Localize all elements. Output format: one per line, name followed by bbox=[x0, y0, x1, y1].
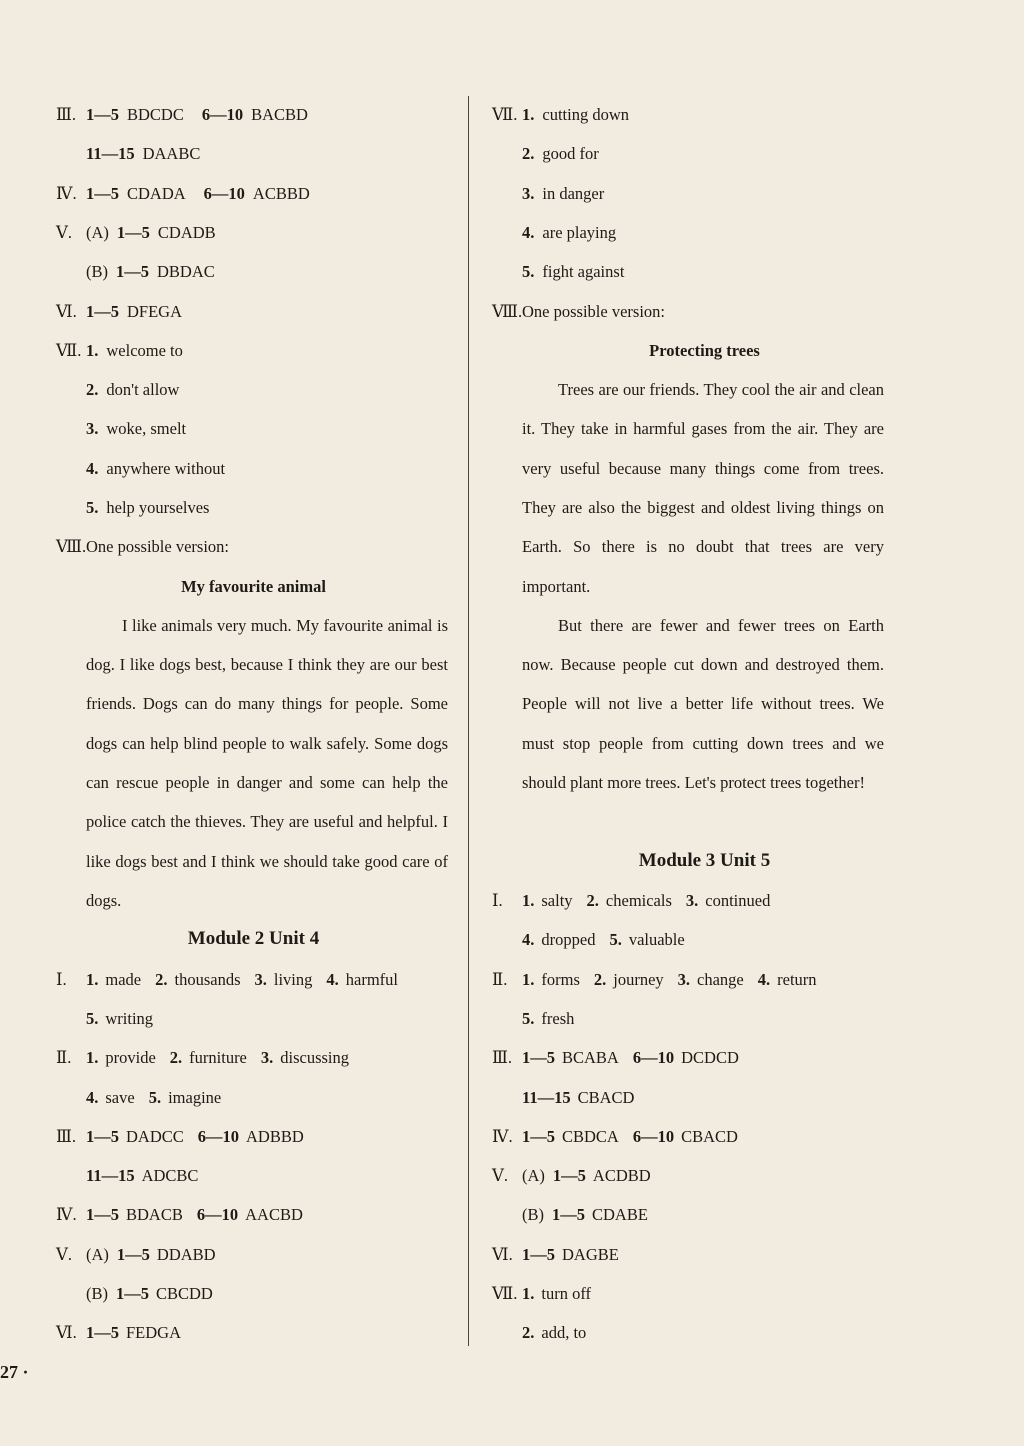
answer-text: chemicals bbox=[605, 891, 672, 910]
item-number: 11—15 bbox=[522, 1087, 571, 1107]
item-number: 2. bbox=[586, 891, 599, 910]
item-number: 4. bbox=[522, 930, 535, 950]
answer-line bbox=[492, 1165, 651, 1187]
answer-text: AACBD bbox=[245, 1205, 303, 1225]
item-number: 3. bbox=[685, 891, 699, 910]
roman-numeral: Ⅵ. bbox=[56, 1323, 77, 1343]
answer-line bbox=[56, 183, 310, 205]
answer-text: in danger bbox=[542, 183, 605, 203]
item-number: 2. bbox=[86, 380, 99, 400]
answer-text: DAABC bbox=[142, 144, 201, 164]
item-number: 2. bbox=[522, 144, 535, 164]
item-number: 1—5 bbox=[522, 1126, 555, 1146]
answer-text: fight against bbox=[542, 262, 625, 282]
answer-text: provide bbox=[105, 1048, 156, 1068]
answer-line bbox=[56, 1204, 303, 1226]
part-label: (B) bbox=[86, 262, 108, 282]
answer-text: valuable bbox=[628, 930, 685, 950]
answer-text: CBCDD bbox=[156, 1284, 213, 1303]
answer-text: cutting down bbox=[542, 105, 629, 124]
item-number: 4. bbox=[86, 458, 99, 478]
item-number: 11—15 bbox=[86, 144, 135, 164]
answer-text: fresh bbox=[541, 1008, 575, 1028]
answer-line bbox=[492, 929, 685, 951]
answer-line bbox=[56, 1283, 213, 1305]
answer-line bbox=[492, 1244, 619, 1266]
answer-line bbox=[492, 969, 817, 991]
answer-line bbox=[492, 104, 629, 126]
roman-numeral: Ⅳ. bbox=[56, 1205, 77, 1225]
essay-title: My favourite animal bbox=[181, 576, 326, 596]
answer-text: salty bbox=[541, 891, 573, 910]
item-number: 6—10 bbox=[632, 1048, 675, 1068]
answer-text: DCDCD bbox=[681, 1048, 739, 1068]
answer-line bbox=[492, 890, 770, 912]
answer-text: DBDAC bbox=[157, 262, 215, 282]
item-number: 1. bbox=[86, 969, 99, 989]
item-number: 1. bbox=[522, 105, 535, 124]
answer-text: writing bbox=[105, 1008, 154, 1028]
roman-numeral: Ⅳ. bbox=[492, 1126, 513, 1146]
answer-line bbox=[56, 497, 209, 519]
essay-body: I like animals very much. My favourite animal is dog. I like dogs best, because I think they are our best friends. Dogs can do many things for people. Some dogs can help blind people to walk safely. Some dogs can rescue people in danger and some can help the police catch the thieves. They are useful and helpful. I like dogs best and I think we should take good care of dogs. bbox=[86, 615, 448, 910]
roman-numeral: Ⅴ. bbox=[56, 1244, 73, 1264]
answer-text: BACBD bbox=[251, 105, 308, 124]
part-label: (A) bbox=[86, 222, 109, 242]
item-number: 1—5 bbox=[86, 301, 119, 321]
essay-paragraph-1: Trees are our friends. They cool the air and clean it. They take in harmful gases from the air. They are very useful because many things come from trees. They are also the biggest and oldest living things on Earth. So there is no doubt that trees are very important. bbox=[522, 380, 884, 596]
part-label: (B) bbox=[86, 1284, 108, 1303]
answer-line bbox=[56, 458, 225, 480]
roman-numeral: Ⅵ. bbox=[492, 1244, 513, 1264]
answer-text: imagine bbox=[168, 1087, 222, 1107]
item-number: 6—10 bbox=[203, 183, 245, 203]
item-number: 1—5 bbox=[86, 1323, 119, 1343]
item-number: 1. bbox=[522, 969, 535, 989]
answer-text: BDCDC bbox=[127, 105, 184, 124]
answer-line bbox=[56, 261, 215, 283]
answer-text: DFEGA bbox=[127, 301, 183, 321]
answer-line bbox=[56, 969, 398, 991]
answer-line bbox=[492, 1283, 591, 1305]
roman-numeral: Ⅰ. bbox=[492, 891, 503, 910]
item-number: 1—5 bbox=[116, 1244, 150, 1264]
roman-numeral: Ⅲ. bbox=[56, 1126, 77, 1146]
item-number: 3. bbox=[254, 969, 267, 989]
part-label: (A) bbox=[522, 1166, 545, 1186]
answer-line bbox=[56, 1087, 221, 1109]
answer-line bbox=[492, 1204, 648, 1226]
module-heading: Module 2 Unit 4 bbox=[187, 928, 320, 950]
answer-text: are playing bbox=[542, 222, 617, 242]
roman-numeral: Ⅰ. bbox=[56, 969, 67, 989]
answer-line bbox=[56, 1126, 304, 1148]
answer-text: FEDGA bbox=[126, 1323, 182, 1343]
item-number: 2. bbox=[593, 969, 607, 989]
answer-line bbox=[492, 1008, 574, 1030]
item-number: 1—5 bbox=[86, 1205, 119, 1225]
item-number: 6—10 bbox=[196, 1205, 239, 1225]
item-number: 1—5 bbox=[552, 1205, 585, 1225]
answer-text: discussing bbox=[280, 1048, 350, 1068]
answer-text: good for bbox=[542, 144, 599, 164]
part-label: (B) bbox=[522, 1205, 544, 1225]
answer-line bbox=[56, 1165, 198, 1187]
answer-line bbox=[492, 143, 599, 165]
answer-text: save bbox=[105, 1087, 135, 1107]
answer-text: BCABA bbox=[562, 1048, 619, 1068]
answer-text: ACDBD bbox=[592, 1166, 651, 1186]
answer-line bbox=[492, 1322, 586, 1344]
item-number: 1. bbox=[522, 891, 535, 910]
item-number: 2. bbox=[522, 1323, 535, 1343]
essay-title: Protecting trees bbox=[649, 340, 760, 360]
part-label: (A) bbox=[86, 1244, 109, 1264]
answer-line bbox=[56, 379, 179, 401]
answer-text: welcome to bbox=[106, 340, 183, 360]
answer-line bbox=[492, 261, 624, 283]
item-number: 1—5 bbox=[86, 183, 119, 203]
answer-line bbox=[492, 1087, 634, 1109]
answer-text: change bbox=[697, 969, 744, 989]
essay-paragraph-2: But there are fewer and fewer trees on Earth now. Because people cut down and destroyed them. People will not live a better life without trees. We must stop people from cutting down trees and we should plant more trees. Let's protect trees together! bbox=[522, 615, 884, 793]
item-number: 5. bbox=[522, 262, 535, 282]
answer-text: woke, smelt bbox=[106, 419, 187, 439]
item-number: 5. bbox=[148, 1087, 162, 1107]
answer-line bbox=[56, 301, 182, 323]
item-number: 6—10 bbox=[201, 105, 244, 124]
item-number: 5. bbox=[522, 1008, 535, 1028]
item-number: 4. bbox=[757, 969, 771, 989]
roman-numeral: Ⅴ. bbox=[492, 1166, 509, 1186]
answer-text: ADBBD bbox=[246, 1126, 304, 1146]
answer-line bbox=[56, 104, 308, 126]
answer-text: thousands bbox=[174, 969, 241, 989]
roman-numeral: Ⅶ. bbox=[492, 105, 518, 124]
item-number: 1—5 bbox=[552, 1166, 586, 1186]
answer-line bbox=[56, 1244, 216, 1266]
item-number: 5. bbox=[86, 498, 99, 517]
item-number: 5. bbox=[609, 930, 622, 950]
item-number: 1. bbox=[86, 1048, 99, 1068]
answer-line bbox=[56, 340, 183, 362]
item-number: 1—5 bbox=[522, 1048, 555, 1068]
item-number: 1—5 bbox=[86, 1126, 119, 1146]
answer-text: ACBBD bbox=[252, 183, 310, 203]
item-number: 3. bbox=[86, 419, 99, 439]
answer-text: CBACD bbox=[681, 1126, 738, 1146]
roman-numeral: Ⅶ. bbox=[56, 340, 82, 360]
answer-line bbox=[56, 1008, 153, 1030]
answer-text: forms bbox=[541, 969, 580, 989]
answer-text: turn off bbox=[541, 1284, 592, 1303]
answer-line bbox=[56, 143, 200, 165]
item-number: 5. bbox=[86, 1008, 99, 1028]
answer-text: CBACD bbox=[577, 1087, 635, 1107]
item-number: 3. bbox=[522, 183, 535, 203]
roman-numeral: Ⅴ. bbox=[56, 222, 73, 242]
column-divider bbox=[468, 96, 469, 1346]
answer-line bbox=[492, 1126, 738, 1148]
answer-line bbox=[492, 1047, 739, 1069]
item-number: 4. bbox=[326, 969, 339, 989]
answer-text: don't allow bbox=[106, 380, 180, 400]
answer-text: CDADB bbox=[157, 222, 216, 242]
answer-text: made bbox=[105, 969, 142, 989]
answer-text: continued bbox=[705, 891, 771, 910]
roman-numeral: Ⅷ. bbox=[56, 537, 87, 557]
item-number: 1—5 bbox=[116, 262, 149, 282]
roman-numeral: Ⅱ. bbox=[56, 1048, 72, 1068]
answer-line bbox=[492, 222, 616, 244]
item-number: 1—5 bbox=[522, 1244, 555, 1264]
item-number: 3. bbox=[260, 1048, 274, 1068]
answer-text: One possible version: bbox=[86, 537, 229, 557]
item-number: 1—5 bbox=[86, 105, 119, 124]
roman-numeral: Ⅳ. bbox=[56, 183, 77, 203]
answer-text: BDACB bbox=[126, 1205, 183, 1225]
answer-text: DAGBE bbox=[562, 1244, 619, 1264]
roman-numeral: Ⅲ. bbox=[492, 1048, 513, 1068]
answer-text: add, to bbox=[541, 1323, 587, 1343]
item-number: 6—10 bbox=[197, 1126, 240, 1146]
answer-text: dropped bbox=[541, 930, 596, 950]
item-number: 4. bbox=[86, 1087, 99, 1107]
roman-numeral: Ⅲ. bbox=[56, 105, 77, 124]
page-number: 27 · bbox=[0, 1362, 29, 1382]
item-number: 1. bbox=[86, 340, 99, 360]
roman-numeral: Ⅶ. bbox=[492, 1284, 518, 1303]
item-number: 2. bbox=[155, 969, 168, 989]
answer-text: CDABE bbox=[592, 1205, 648, 1225]
answer-text: return bbox=[777, 969, 817, 989]
answer-text: harmful bbox=[345, 969, 398, 989]
item-number: 1. bbox=[522, 1284, 535, 1303]
answer-text: living bbox=[273, 969, 313, 989]
answer-text: One possible version: bbox=[522, 301, 665, 321]
answer-text: help yourselves bbox=[106, 498, 210, 517]
answer-text: CDADA bbox=[127, 183, 186, 203]
answer-text: anywhere without bbox=[106, 458, 226, 478]
answer-line bbox=[492, 183, 604, 205]
answer-line bbox=[56, 418, 186, 440]
answer-line bbox=[56, 1322, 181, 1344]
answer-text: CBDCA bbox=[562, 1126, 619, 1146]
item-number: 11—15 bbox=[86, 1166, 135, 1186]
item-number: 1—5 bbox=[116, 1284, 149, 1303]
roman-numeral: Ⅷ. bbox=[492, 301, 523, 321]
item-number: 2. bbox=[169, 1048, 183, 1068]
item-number: 3. bbox=[677, 969, 691, 989]
answer-line bbox=[492, 301, 665, 323]
answer-text: furniture bbox=[189, 1048, 247, 1068]
module-heading: Module 3 Unit 5 bbox=[638, 849, 771, 871]
answer-text: ADCBC bbox=[141, 1166, 199, 1186]
item-number: 4. bbox=[522, 222, 535, 242]
answer-text: DDABD bbox=[156, 1244, 216, 1264]
answer-text: journey bbox=[613, 969, 664, 989]
item-number: 6—10 bbox=[632, 1126, 675, 1146]
item-number: 1—5 bbox=[116, 222, 150, 242]
answer-line bbox=[56, 536, 229, 558]
roman-numeral: Ⅱ. bbox=[492, 969, 508, 989]
roman-numeral: Ⅵ. bbox=[56, 301, 77, 321]
answer-line bbox=[56, 222, 216, 244]
answer-text: DADCC bbox=[126, 1126, 184, 1146]
answer-line bbox=[56, 1047, 349, 1069]
